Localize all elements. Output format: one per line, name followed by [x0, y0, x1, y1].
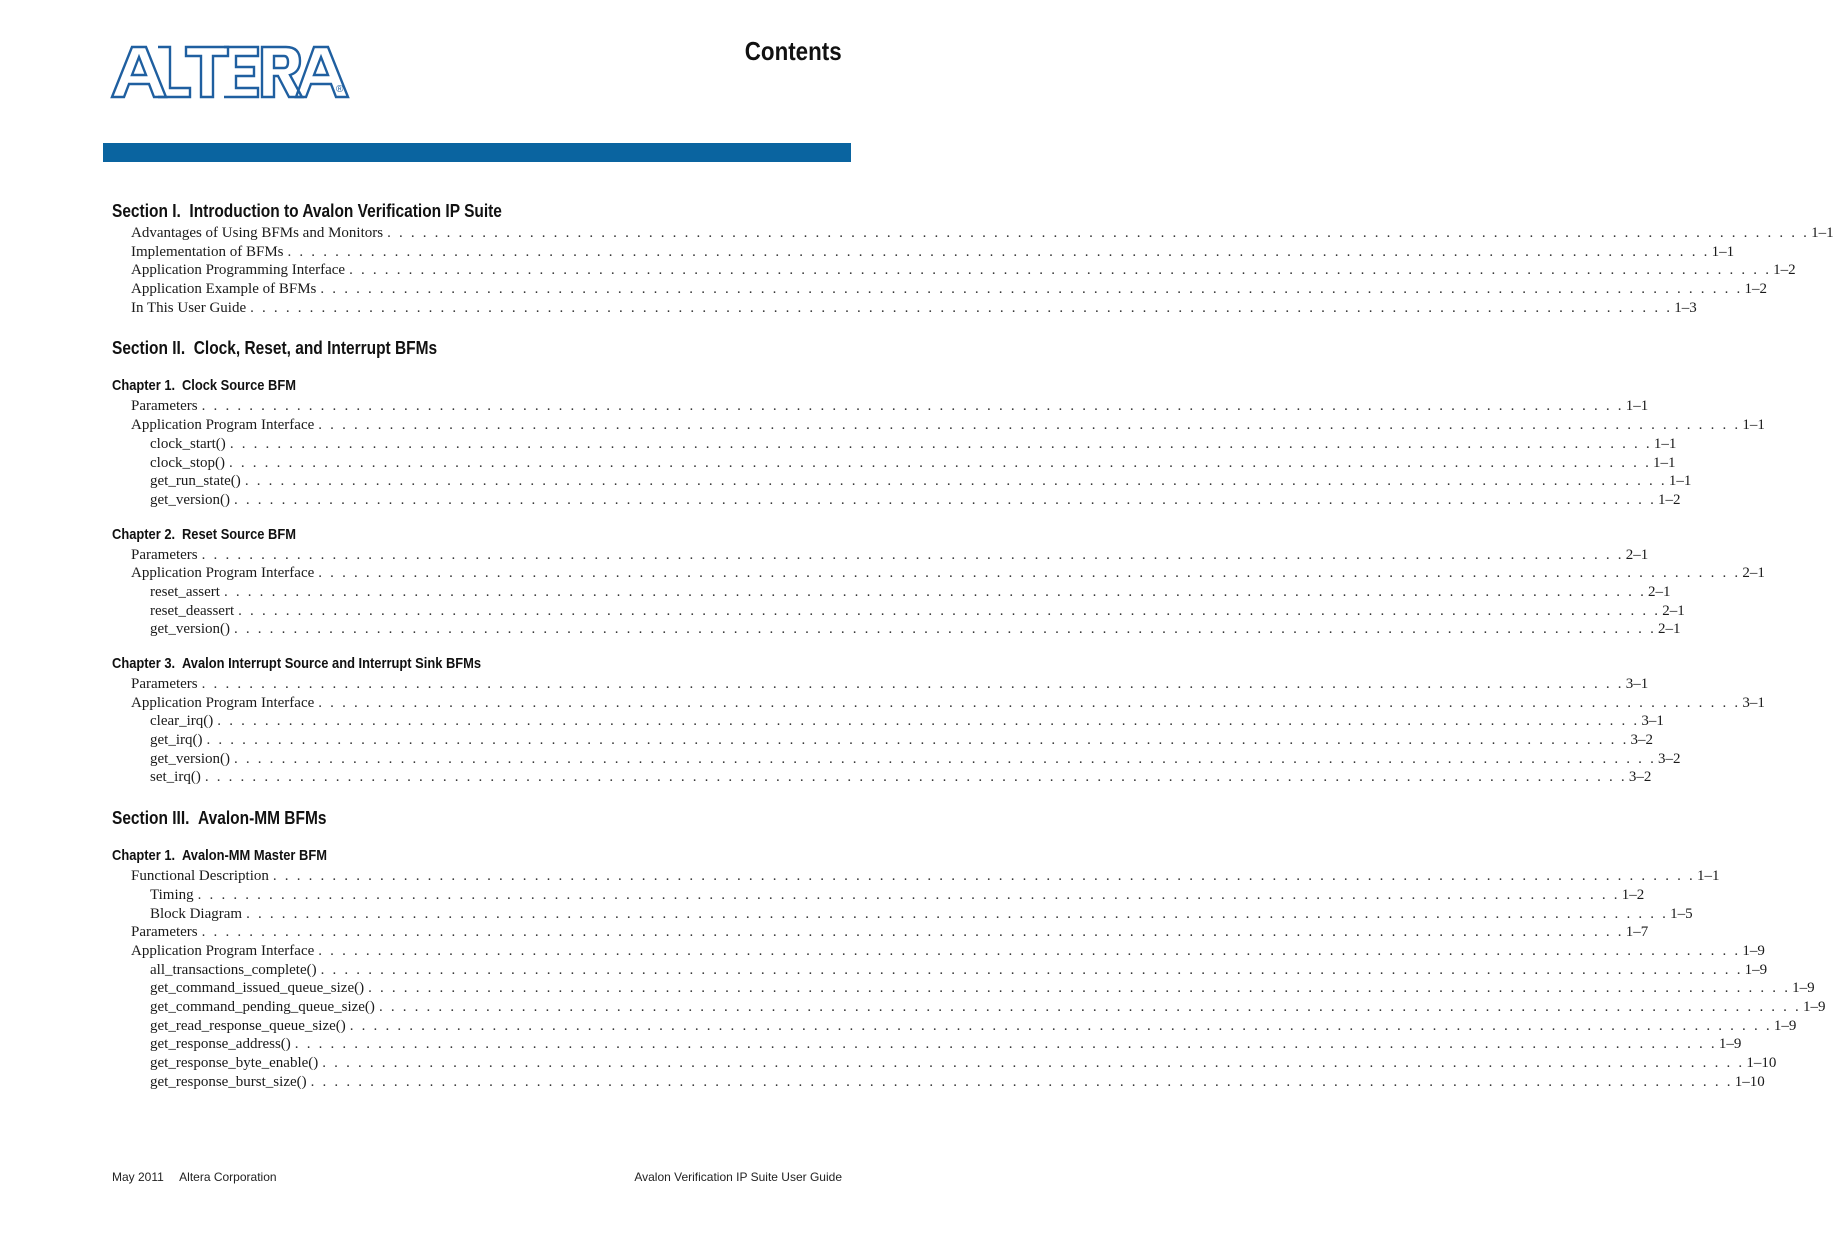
toc-entry-title: Application Program Interface — [131, 942, 315, 959]
toc-entry-page: 1–3 — [1674, 299, 1697, 316]
toc-entry-title: Application Programming Interface — [131, 262, 346, 279]
toc-entry[interactable] — [112, 768, 1652, 787]
toc-entry[interactable] — [112, 886, 1645, 905]
toc-entry-title: Application Program Interface — [131, 565, 315, 582]
toc-entry-title: Parameters — [131, 924, 198, 941]
toc-leader-dots: . . . . . . . . . . . . . . . . . . . . . . . . . . . . . . . . . . . . . . . . . . . . . . . . . . . . . . . . . . . . . . . . . . . . . . . . . . . . . . . . . . . . . . . . . . . . . . . . . . . . . . . . . . . . . . . . . . . . . . . . — [349, 262, 1772, 279]
chapter-spacer — [112, 831, 842, 845]
toc-entry-title: Advantages of Using BFMs and Monitors — [131, 225, 384, 241]
section-title: Avalon-MM BFMs — [198, 808, 327, 829]
toc-entry-title: Functional Description — [131, 868, 269, 885]
toc-entry[interactable] — [112, 261, 1796, 280]
toc-leader-dots: . . . . . . . . . . . . . . . . . . . . . . . . . . . . . . . . . . . . . . . . . . . . . . . . . . . . . . . . . . . . . . . . . . . . . . . . . . . . . . . . . . . . . . . . . . . . . . . . . . . . . . . . . . . . . . . . . . . . . . . . — [206, 732, 1629, 749]
toc-leader-dots: . . . . . . . . . . . . . . . . . . . . . . . . . . . . . . . . . . . . . . . . . . . . . . . . . . . . . . . . . . . . . . . . . . . . . . . . . . . . . . . . . . . . . . . . . . . . . . . . . . . . . . . . . . . . . . . . . . . . . . . . — [204, 769, 1627, 786]
toc-entry-title: clear_irq() — [150, 713, 214, 730]
toc-entry[interactable] — [112, 454, 1676, 473]
chapter-heading — [112, 653, 740, 675]
chapter-title: Avalon Interrupt Source and Interrupt Sink BFMs — [181, 655, 482, 672]
chapter-number: Chapter 1. — [112, 377, 176, 395]
toc-entry[interactable] — [112, 397, 1649, 416]
toc-entry[interactable] — [112, 923, 1649, 942]
section-spacer — [112, 317, 842, 335]
toc-entry-page: 1–2 — [1658, 491, 1681, 508]
toc-leader-dots: . . . . . . . . . . . . . . . . . . . . . . . . . . . . . . . . . . . . . . . . . . . . . . . . . . . . . . . . . . . . . . . . . . . . . . . . . . . . . . . . . . . . . . . . . . . . . . . . . . . . . . . . . . . . . . . . . . . . . . . . — [217, 713, 1640, 730]
toc-entry-title: clock_start() — [150, 435, 226, 452]
toc-entry-page: 1–2 — [1744, 281, 1767, 298]
toc-leader-dots: . . . . . . . . . . . . . . . . . . . . . . . . . . . . . . . . . . . . . . . . . . . . . . . . . . . . . . . . . . . . . . . . . . . . . . . . . . . . . . . . . . . . . . . . . . . . . . . . . . . . . . . . . . . . . . . . . . . . . . . . — [322, 1055, 1745, 1071]
section-heading — [112, 198, 740, 224]
toc-entry-page: 1–1 — [1625, 398, 1649, 415]
chapter-heading — [112, 375, 740, 397]
toc-leader-dots: . . . . . . . . . . . . . . . . . . . . . . . . . . . . . . . . . . . . . . . . . . . . . . . . . . . . . . . . . . . . . . . . . . . . . . . . . . . . . . . . . . . . . . . . . . . . . . . . . . . . . . . . . . . . . . . . . . . . . . . . — [244, 473, 1667, 490]
chapter-number: Chapter 3. — [112, 655, 176, 672]
section-spacer — [112, 787, 842, 805]
toc-entry-page: 1–7 — [1625, 924, 1649, 941]
toc-entry[interactable] — [112, 731, 1654, 750]
toc-entry-title: reset_assert — [150, 583, 220, 600]
toc-leader-dots: . . . . . . . . . . . . . . . . . . . . . . . . . . . . . . . . . . . . . . . . . . . . . . . . . . . . . . . . . . . . . . . . . . . . . . . . . . . . . . . . . . . . . . . . . . . . . . . . . . . . . . . . . . . . . . . . . . . . . . . . — [197, 886, 1620, 903]
toc-entry[interactable] — [112, 979, 1815, 998]
table-of-contents — [112, 198, 1834, 1091]
toc-entry-title: get_response_byte_enable() — [150, 1055, 319, 1071]
toc-entry[interactable] — [112, 583, 1671, 602]
toc-leader-dots: . . . . . . . . . . . . . . . . . . . . . . . . . . . . . . . . . . . . . . . . . . . . . . . . . . . . . . . . . . . . . . . . . . . . . . . . . . . . . . . . . . . . . . . . . . . . . . . . . . . . . . . . . . . . . . . . . . . . . . . . — [349, 1017, 1772, 1034]
toc-entry[interactable] — [112, 1017, 1797, 1036]
footer-date: May 2011 — [112, 1170, 164, 1184]
toc-entry[interactable] — [112, 1035, 1742, 1054]
toc-entry-page: 1–1 — [1653, 435, 1677, 452]
footer-company: Altera Corporation — [179, 1170, 277, 1184]
registered-mark: ® — [336, 84, 344, 95]
toc-leader-dots: . . . . . . . . . . . . . . . . . . . . . . . . . . . . . . . . . . . . . . . . . . . . . . . . . . . . . . . . . . . . . . . . . . . . . . . . . . . . . . . . . . . . . . . . . . . . . . . . . . . . . . . . . . . . . . . . . . . . . . . . — [229, 435, 1652, 452]
toc-leader-dots: . . . . . . . . . . . . . . . . . . . . . . . . . . . . . . . . . . . . . . . . . . . . . . . . . . . . . . . . . . . . . . . . . . . . . . . . . . . . . . . . . . . . . . . . . . . . . . . . . . . . . . . . . . . . . . . . . . . . . . . . — [320, 281, 1743, 298]
toc-entry-title: Application Example of BFMs — [131, 281, 317, 298]
toc-leader-dots: . . . . . . . . . . . . . . . . . . . . . . . . . . . . . . . . . . . . . . . . . . . . . . . . . . . . . . . . . . . . . . . . . . . . . . . . . . . . . . . . . . . . . . . . . . . . . . . . . . . . . . . . . . . . . . . . . . . . . . . . — [318, 942, 1741, 959]
header-accent-bar — [103, 143, 851, 162]
toc-entry-page: 1–9 — [1773, 1017, 1797, 1034]
toc-entry-title: get_irq() — [150, 732, 203, 749]
toc-entry[interactable] — [112, 675, 1649, 694]
toc-leader-dots: . . . . . . . . . . . . . . . . . . . . . . . . . . . . . . . . . . . . . . . . . . . . . . . . . . . . . . . . . . . . . . . . . . . . . . . . . . . . . . . . . . . . . . . . . . . . . . . . . . . . . . . . . . . . . . . . . . . . . . . . — [201, 546, 1624, 563]
chapter-title: Reset Source BFM — [181, 525, 296, 543]
toc-entry[interactable] — [112, 546, 1649, 565]
toc-leader-dots: . . . . . . . . . . . . . . . . . . . . . . . . . . . . . . . . . . . . . . . . . . . . . . . . . . . . . . . . . . . . . . . . . . . . . . . . . . . . . . . . . . . . . . . . . . . . . . . . . . . . . . . . . . . . . . . . . . . . . . . . — [310, 1073, 1733, 1090]
section-number: Section II. — [112, 338, 186, 359]
toc-entry[interactable] — [112, 694, 1765, 713]
toc-entry-page: 1–9 — [1742, 942, 1765, 959]
chapter-title: Avalon-MM Master BFM — [181, 847, 327, 865]
toc-leader-dots: . . . . . . . . . . . . . . . . . . . . . . . . . . . . . . . . . . . . . . . . . . . . . . . . . . . . . . . . . . . . . . . . . . . . . . . . . . . . . . . . . . . . . . . . . . . . . . . . . . . . . . . . . . . . . . . . . . . . . . . . — [228, 454, 1652, 471]
toc-leader-dots: . . . . . . . . . . . . . . . . . . . . . . . . . . . . . . . . . . . . . . . . . . . . . . . . . . . . . . . . . . . . . . . . . . . . . . . . . . . . . . . . . . . . . . . . . . . . . . . . . . . . . . . . . . . . . . . . . . . . . . . . — [201, 676, 1624, 692]
toc-entry[interactable] — [112, 867, 1720, 886]
toc-leader-dots: . . . . . . . . . . . . . . . . . . . . . . . . . . . . . . . . . . . . . . . . . . . . . . . . . . . . . . . . . . . . . . . . . . . . . . . . . . . . . . . . . . . . . . . . . . . . . . . . . . . . . . . . . . . . . . . . . . . . . . . . — [233, 621, 1657, 638]
toc-entry[interactable] — [112, 620, 1681, 639]
section-heading — [112, 805, 740, 831]
toc-entry-page: 2–1 — [1648, 583, 1671, 600]
toc-leader-dots: . . . . . . . . . . . . . . . . . . . . . . . . . . . . . . . . . . . . . . . . . . . . . . . . . . . . . . . . . . . . . . . . . . . . . . . . . . . . . . . . . . . . . . . . . . . . . . . . . . . . . . . . . . . . . . . . . . . . . . . . — [238, 602, 1661, 619]
toc-leader-dots: . . . . . . . . . . . . . . . . . . . . . . . . . . . . . . . . . . . . . . . . . . . . . . . . . . . . . . . . . . . . . . . . . . . . . . . . . . . . . . . . . . . . . . . . . . . . . . . . . . . . . . . . . . . . . . . . . . . . . . . . — [387, 225, 1810, 241]
toc-entry-title: get_version() — [150, 621, 230, 638]
toc-entry[interactable] — [112, 564, 1765, 583]
page-title: Contents — [745, 36, 842, 66]
toc-entry-page: 2–1 — [1625, 546, 1649, 563]
toc-entry-title: get_version() — [150, 491, 230, 508]
toc-entry-title: get_run_state() — [150, 473, 241, 490]
toc-entry-page: 1–10 — [1734, 1073, 1765, 1090]
toc-entry-title: all_transactions_complete() — [150, 961, 317, 978]
toc-entry[interactable] — [112, 491, 1681, 510]
toc-entry-title: Block Diagram — [150, 905, 243, 922]
toc-leader-dots: . . . . . . . . . . . . . . . . . . . . . . . . . . . . . . . . . . . . . . . . . . . . . . . . . . . . . . . . . . . . . . . . . . . . . . . . . . . . . . . . . . . . . . . . . . . . . . . . . . . . . . . . . . . . . . . . . . . . . . . . — [201, 398, 1624, 415]
toc-leader-dots: . . . . . . . . . . . . . . . . . . . . . . . . . . . . . . . . . . . . . . . . . . . . . . . . . . . . . . . . . . . . . . . . . . . . . . . . . . . . . . . . . . . . . . . . . . . . . . . . . . . . . . . . . . . . . . . . . . . . . . . . — [287, 243, 1710, 260]
toc-entry-page: 1–1 — [1653, 454, 1676, 471]
toc-entry-title: Application Program Interface — [131, 417, 315, 434]
section-title: Clock, Reset, and Interrupt BFMs — [193, 338, 438, 359]
toc-entry[interactable] — [112, 224, 1834, 243]
toc-entry-page: 2–1 — [1742, 565, 1765, 582]
toc-entry-title: get_read_response_queue_size() — [150, 1017, 346, 1034]
toc-entry-page: 1–1 — [1711, 243, 1735, 260]
toc-leader-dots: . . . . . . . . . . . . . . . . . . . . . . . . . . . . . . . . . . . . . . . . . . . . . . . . . . . . . . . . . . . . . . . . . . . . . . . . . . . . . . . . . . . . . . . . . . . . . . . . . . . . . . . . . . . . . . . . . . . . . . . . — [368, 980, 1791, 997]
toc-leader-dots: . . . . . . . . . . . . . . . . . . . . . . . . . . . . . . . . . . . . . . . . . . . . . . . . . . . . . . . . . . . . . . . . . . . . . . . . . . . . . . . . . . . . . . . . . . . . . . . . . . . . . . . . . . . . . . . . . . . . . . . . — [233, 750, 1657, 767]
toc-leader-dots: . . . . . . . . . . . . . . . . . . . . . . . . . . . . . . . . . . . . . . . . . . . . . . . . . . . . . . . . . . . . . . . . . . . . . . . . . . . . . . . . . . . . . . . . . . . . . . . . . . . . . . . . . . . . . . . . . . . . . . . . — [223, 583, 1647, 600]
toc-entry-title: In This User Guide — [131, 299, 247, 316]
toc-entry-page: 3–2 — [1658, 750, 1681, 767]
toc-entry-title: get_command_issued_queue_size() — [150, 980, 365, 997]
toc-entry-page: 1–9 — [1744, 961, 1768, 978]
toc-entry-page: 1–1 — [1742, 417, 1765, 434]
toc-entry[interactable] — [112, 750, 1681, 769]
toc-entry-title: clock_stop() — [150, 454, 225, 471]
section-number: Section I. — [112, 201, 181, 221]
section-heading — [112, 335, 740, 361]
toc-leader-dots: . . . . . . . . . . . . . . . . . . . . . . . . . . . . . . . . . . . . . . . . . . . . . . . . . . . . . . . . . . . . . . . . . . . . . . . . . . . . . . . . . . . . . . . . . . . . . . . . . . . . . . . . . . . . . . . . . . . . . . . . — [246, 905, 1669, 922]
toc-entry[interactable] — [112, 1073, 1765, 1092]
chapter-number: Chapter 1. — [112, 847, 176, 865]
toc-entry-page: 1–5 — [1670, 905, 1693, 922]
chapter-spacer — [112, 361, 842, 375]
toc-entry-page: 1–1 — [1668, 473, 1692, 490]
toc-entry[interactable] — [112, 243, 1735, 262]
toc-entry-page: 1–10 — [1746, 1055, 1777, 1071]
toc-entry-page: 1–9 — [1718, 1036, 1742, 1053]
toc-leader-dots: . . . . . . . . . . . . . . . . . . . . . . . . . . . . . . . . . . . . . . . . . . . . . . . . . . . . . . . . . . . . . . . . . . . . . . . . . . . . . . . . . . . . . . . . . . . . . . . . . . . . . . . . . . . . . . . . . . . . . . . . — [318, 565, 1741, 582]
toc-leader-dots: . . . . . . . . . . . . . . . . . . . . . . . . . . . . . . . . . . . . . . . . . . . . . . . . . . . . . . . . . . . . . . . . . . . . . . . . . . . . . . . . . . . . . . . . . . . . . . . . . . . . . . . . . . . . . . . . . . . . . . . . — [272, 868, 1695, 885]
toc-leader-dots: . . . . . . . . . . . . . . . . . . . . . . . . . . . . . . . . . . . . . . . . . . . . . . . . . . . . . . . . . . . . . . . . . . . . . . . . . . . . . . . . . . . . . . . . . . . . . . . . . . . . . . . . . . . . . . . . . . . . . . . . — [250, 299, 1673, 316]
toc-entry[interactable] — [112, 602, 1685, 621]
toc-entry[interactable] — [112, 299, 1697, 318]
toc-entry[interactable] — [112, 416, 1765, 435]
toc-entry[interactable] — [112, 905, 1693, 924]
toc-entry[interactable] — [112, 998, 1826, 1017]
toc-entry-page: 1–2 — [1773, 262, 1796, 279]
toc-entry-page: 1–1 — [1696, 868, 1720, 885]
toc-entry-page: 1–1 — [1811, 225, 1834, 241]
toc-entry-page: 3–1 — [1742, 694, 1765, 711]
section-number: Section III. — [112, 808, 190, 829]
toc-entry-page: 2–1 — [1658, 621, 1681, 638]
toc-entry[interactable] — [112, 961, 1768, 980]
toc-leader-dots: . . . . . . . . . . . . . . . . . . . . . . . . . . . . . . . . . . . . . . . . . . . . . . . . . . . . . . . . . . . . . . . . . . . . . . . . . . . . . . . . . . . . . . . . . . . . . . . . . . . . . . . . . . . . . . . . . . . . . . . . — [233, 491, 1657, 508]
toc-leader-dots: . . . . . . . . . . . . . . . . . . . . . . . . . . . . . . . . . . . . . . . . . . . . . . . . . . . . . . . . . . . . . . . . . . . . . . . . . . . . . . . . . . . . . . . . . . . . . . . . . . . . . . . . . . . . . . . . . . . . . . . . — [318, 694, 1741, 711]
toc-entry-page: 1–2 — [1621, 886, 1645, 903]
toc-entry-title: Application Program Interface — [131, 694, 315, 711]
toc-leader-dots: . . . . . . . . . . . . . . . . . . . . . . . . . . . . . . . . . . . . . . . . . . . . . . . . . . . . . . . . . . . . . . . . . . . . . . . . . . . . . . . . . . . . . . . . . . . . . . . . . . . . . . . . . . . . . . . . . . . . . . . . — [378, 998, 1801, 1015]
toc-entry-page: 1–9 — [1803, 998, 1826, 1015]
toc-entry-title: Timing — [150, 886, 194, 903]
toc-entry-title: Implementation of BFMs — [131, 243, 284, 260]
toc-entry-title: set_irq() — [150, 769, 201, 786]
toc-entry-page: 3–1 — [1625, 676, 1649, 692]
toc-entry-title: get_response_address() — [150, 1036, 291, 1053]
chapter-spacer — [112, 510, 842, 524]
toc-entry[interactable] — [112, 472, 1692, 491]
toc-leader-dots: . . . . . . . . . . . . . . . . . . . . . . . . . . . . . . . . . . . . . . . . . . . . . . . . . . . . . . . . . . . . . . . . . . . . . . . . . . . . . . . . . . . . . . . . . . . . . . . . . . . . . . . . . . . . . . . . . . . . . . . . — [318, 417, 1741, 434]
toc-entry-page: 3–2 — [1630, 732, 1654, 749]
toc-entry-title: get_version() — [150, 750, 230, 767]
toc-entry-title: get_response_burst_size() — [150, 1073, 307, 1090]
toc-leader-dots: . . . . . . . . . . . . . . . . . . . . . . . . . . . . . . . . . . . . . . . . . . . . . . . . . . . . . . . . . . . . . . . . . . . . . . . . . . . . . . . . . . . . . . . . . . . . . . . . . . . . . . . . . . . . . . . . . . . . . . . . — [294, 1036, 1717, 1053]
altera-logo — [110, 44, 350, 100]
toc-entry-title: reset_deassert — [150, 602, 235, 619]
toc-entry-page: 2–1 — [1662, 602, 1685, 619]
toc-entry-page: 3–2 — [1628, 769, 1652, 786]
toc-entry[interactable] — [112, 942, 1765, 961]
chapter-spacer — [112, 639, 842, 653]
toc-leader-dots: . . . . . . . . . . . . . . . . . . . . . . . . . . . . . . . . . . . . . . . . . . . . . . . . . . . . . . . . . . . . . . . . . . . . . . . . . . . . . . . . . . . . . . . . . . . . . . . . . . . . . . . . . . . . . . . . . . . . . . . . — [320, 961, 1743, 978]
toc-entry-title: Parameters — [131, 546, 198, 563]
toc-entry-title: get_command_pending_queue_size() — [150, 998, 375, 1015]
footer-doc-title: Avalon Verification IP Suite User Guide — [634, 1170, 842, 1184]
toc-entry[interactable] — [112, 435, 1677, 454]
toc-entry-page: 1–9 — [1792, 980, 1815, 997]
chapter-heading — [112, 845, 740, 867]
chapter-title: Clock Source BFM — [181, 377, 296, 395]
toc-entry[interactable] — [112, 280, 1767, 299]
toc-entry-page: 3–1 — [1641, 713, 1664, 730]
toc-entry-title: Parameters — [131, 676, 198, 692]
toc-entry[interactable] — [112, 712, 1664, 731]
chapter-heading — [112, 524, 740, 546]
toc-entry-title: Parameters — [131, 398, 198, 415]
chapter-number: Chapter 2. — [112, 525, 176, 543]
section-title: Introduction to Avalon Verification IP Suite — [189, 201, 502, 221]
toc-entry[interactable] — [112, 1054, 1777, 1073]
toc-leader-dots: . . . . . . . . . . . . . . . . . . . . . . . . . . . . . . . . . . . . . . . . . . . . . . . . . . . . . . . . . . . . . . . . . . . . . . . . . . . . . . . . . . . . . . . . . . . . . . . . . . . . . . . . . . . . . . . . . . . . . . . . — [201, 924, 1624, 941]
